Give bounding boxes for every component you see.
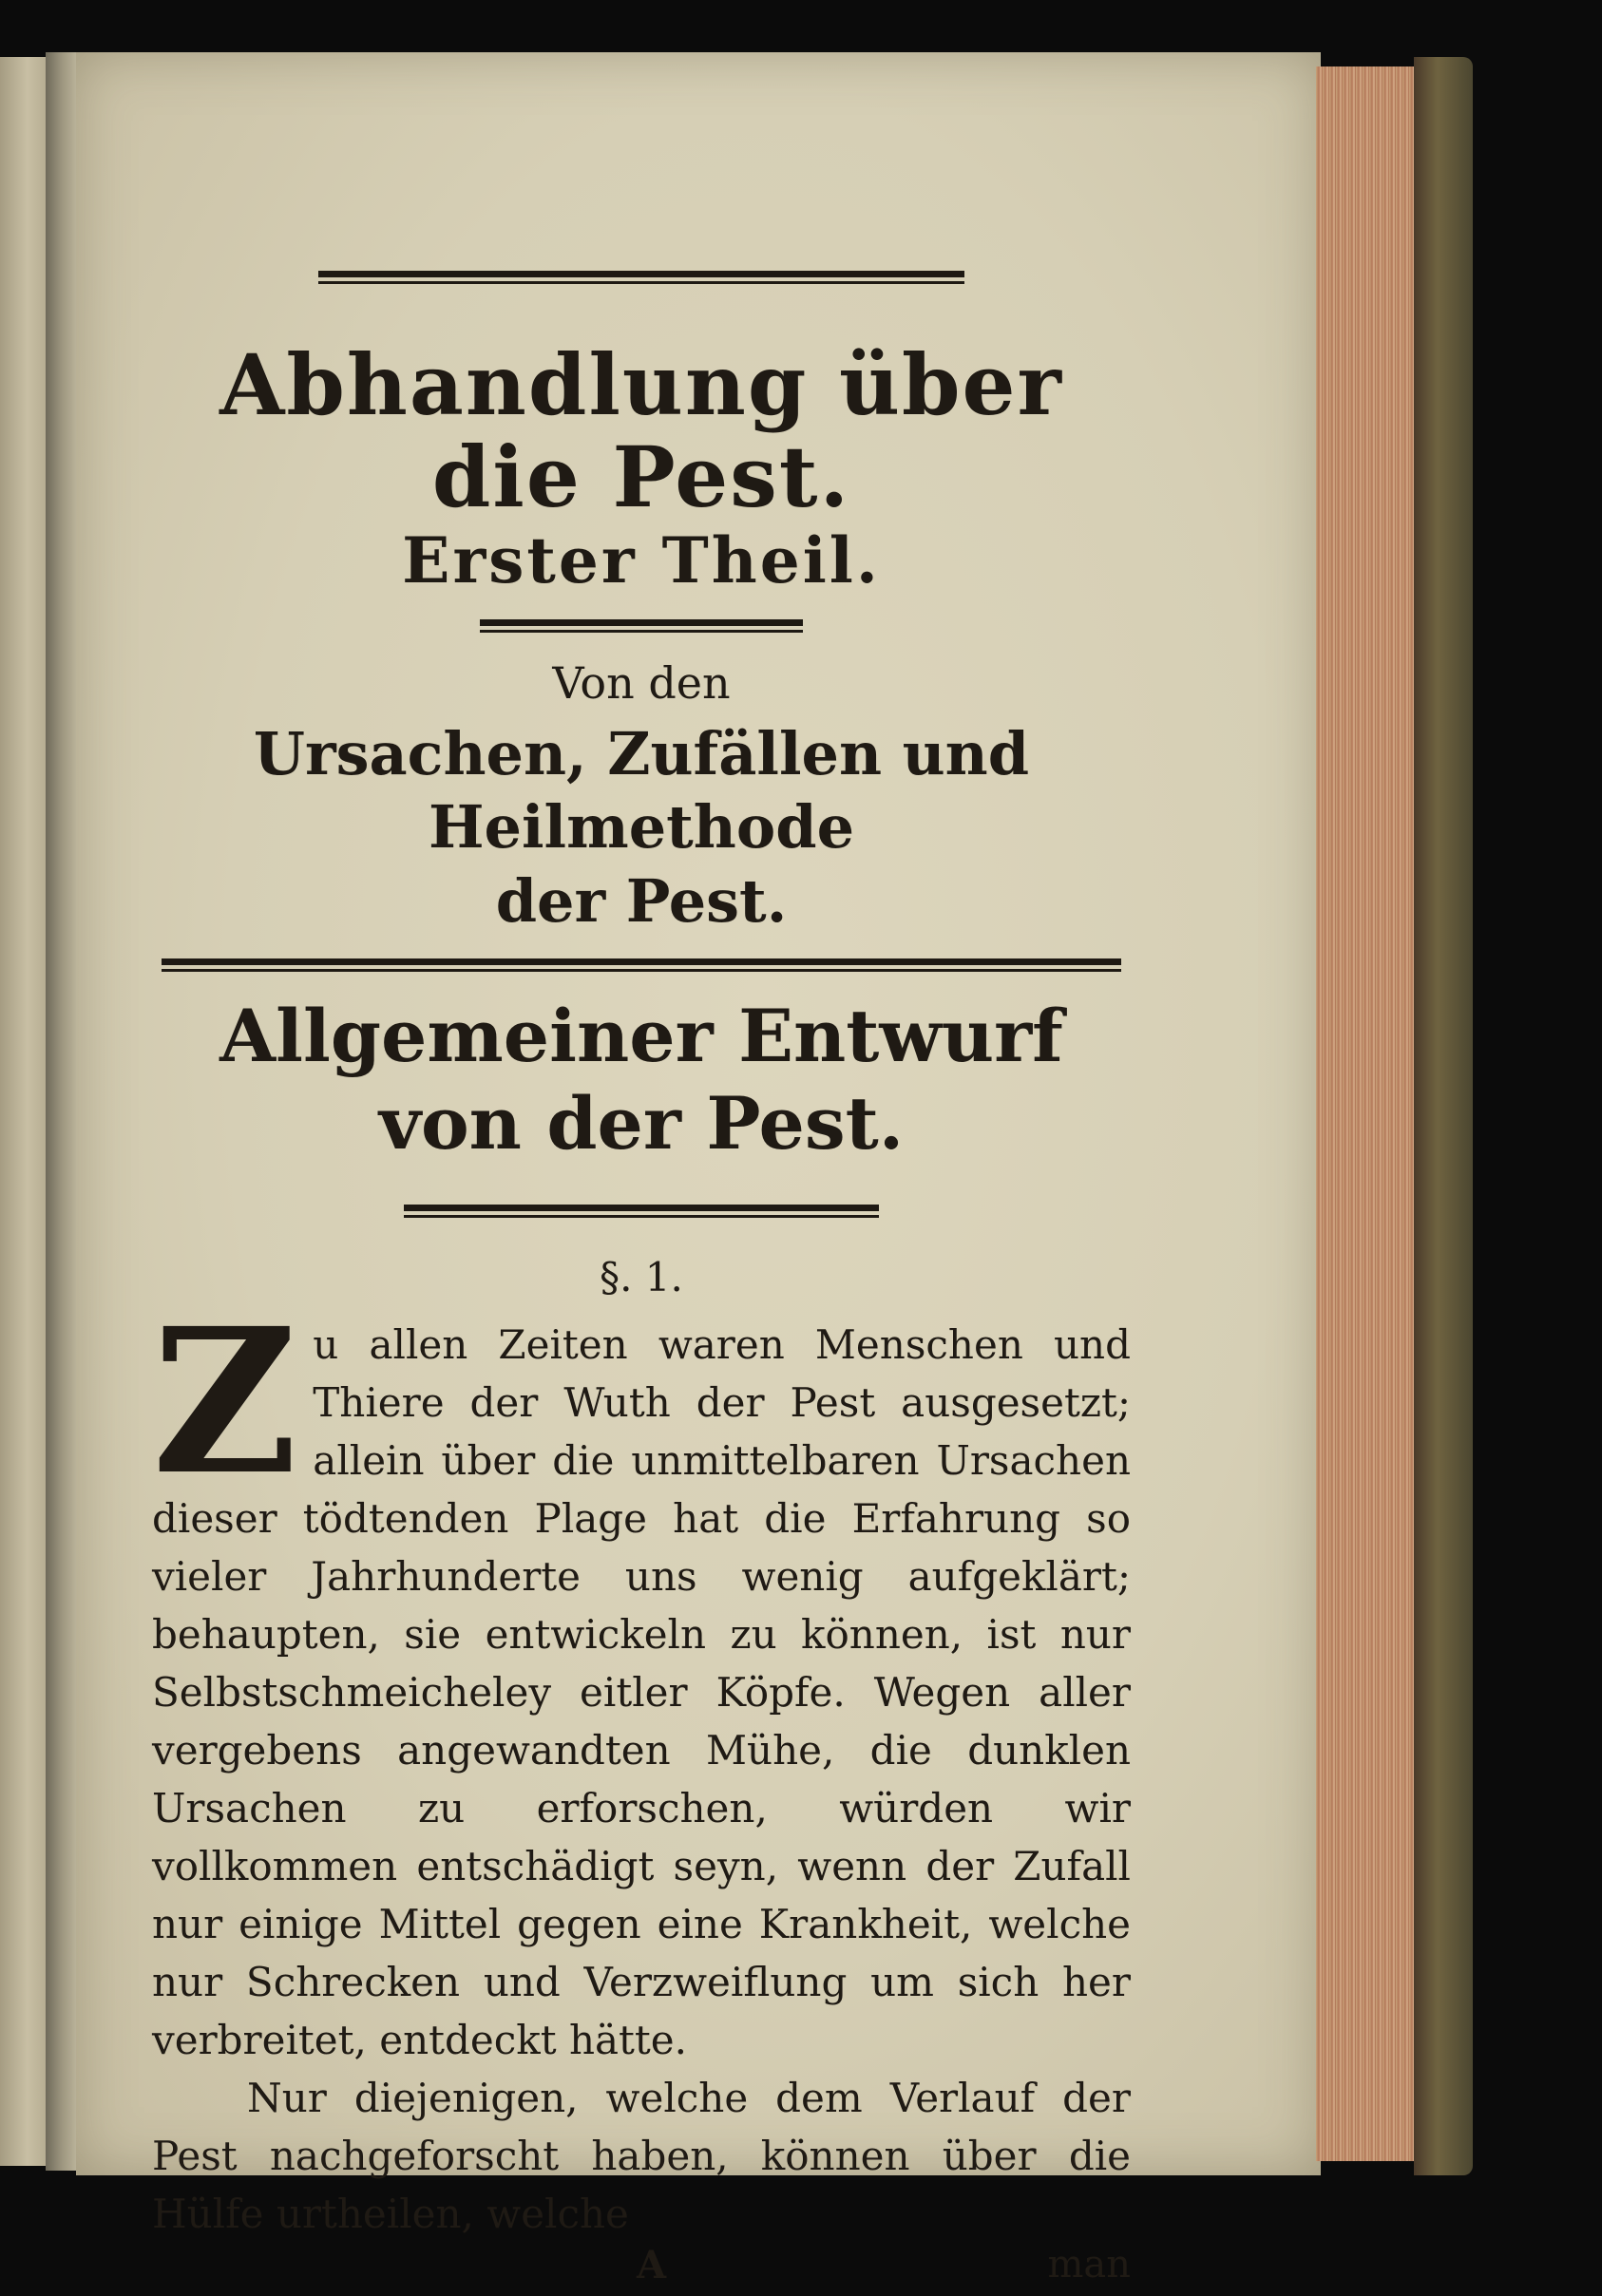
catchword: man [1047, 2242, 1131, 2287]
part-rule [480, 619, 803, 633]
top-rule [318, 271, 964, 284]
section-title: Allgemeiner Entwurf von der Pest. [219, 994, 1063, 1166]
body-paragraph-1 [152, 1283, 1131, 2069]
drop-cap: Z [152, 1283, 298, 1519]
body-paragraph-2: Nur diejenigen, welche dem Verlauf der Pest nachgeforscht haben, können über die Hülfe urtheilen, welche [152, 2074, 1131, 2237]
subject-line-1: Ursachen, Zufällen und Heilmethode [253, 718, 1030, 863]
von-den-line: Von den [552, 656, 731, 709]
main-title: Abhandlung über die Pest. [219, 335, 1063, 526]
book-cover-edge [1414, 57, 1473, 2175]
section-rule [404, 1205, 879, 1218]
signature-mark: A [637, 2242, 667, 2287]
part-title: Erster Theil. [402, 522, 881, 598]
page-edges [1316, 66, 1416, 2161]
paragraph-mark: §. 1. [600, 1253, 683, 1300]
left-facing-page [0, 57, 46, 2166]
subject-line-2: der Pest. [495, 865, 788, 936]
paragraph-1-text: u allen Zeiten waren Menschen und Thiere der Wuth der Pest ausgesetzt; allein über die unmittelbaren Ursachen dieser tödtenden Plage hat die Erfahrung so vieler Jahrhunderte uns wenig aufgeklärt; behaupten, sie entwickeln zu können, ist nur Selbstschmeicheley eitler Köpfe. Wegen aller vergebens angewandten Mühe, die dunklen Ursachen zu erforschen, würden wir vollkommen entschädigt seyn, wenn der Zufall nur einige Mittel gegen eine Krankheit, welche nur Schrecken und Verzweiflung um sich her verbreitet, entdeckt hätte. [152, 1320, 1131, 2063]
page-footer [152, 2243, 1131, 2296]
wide-rule [162, 958, 1121, 972]
page-content [152, 114, 1131, 2296]
